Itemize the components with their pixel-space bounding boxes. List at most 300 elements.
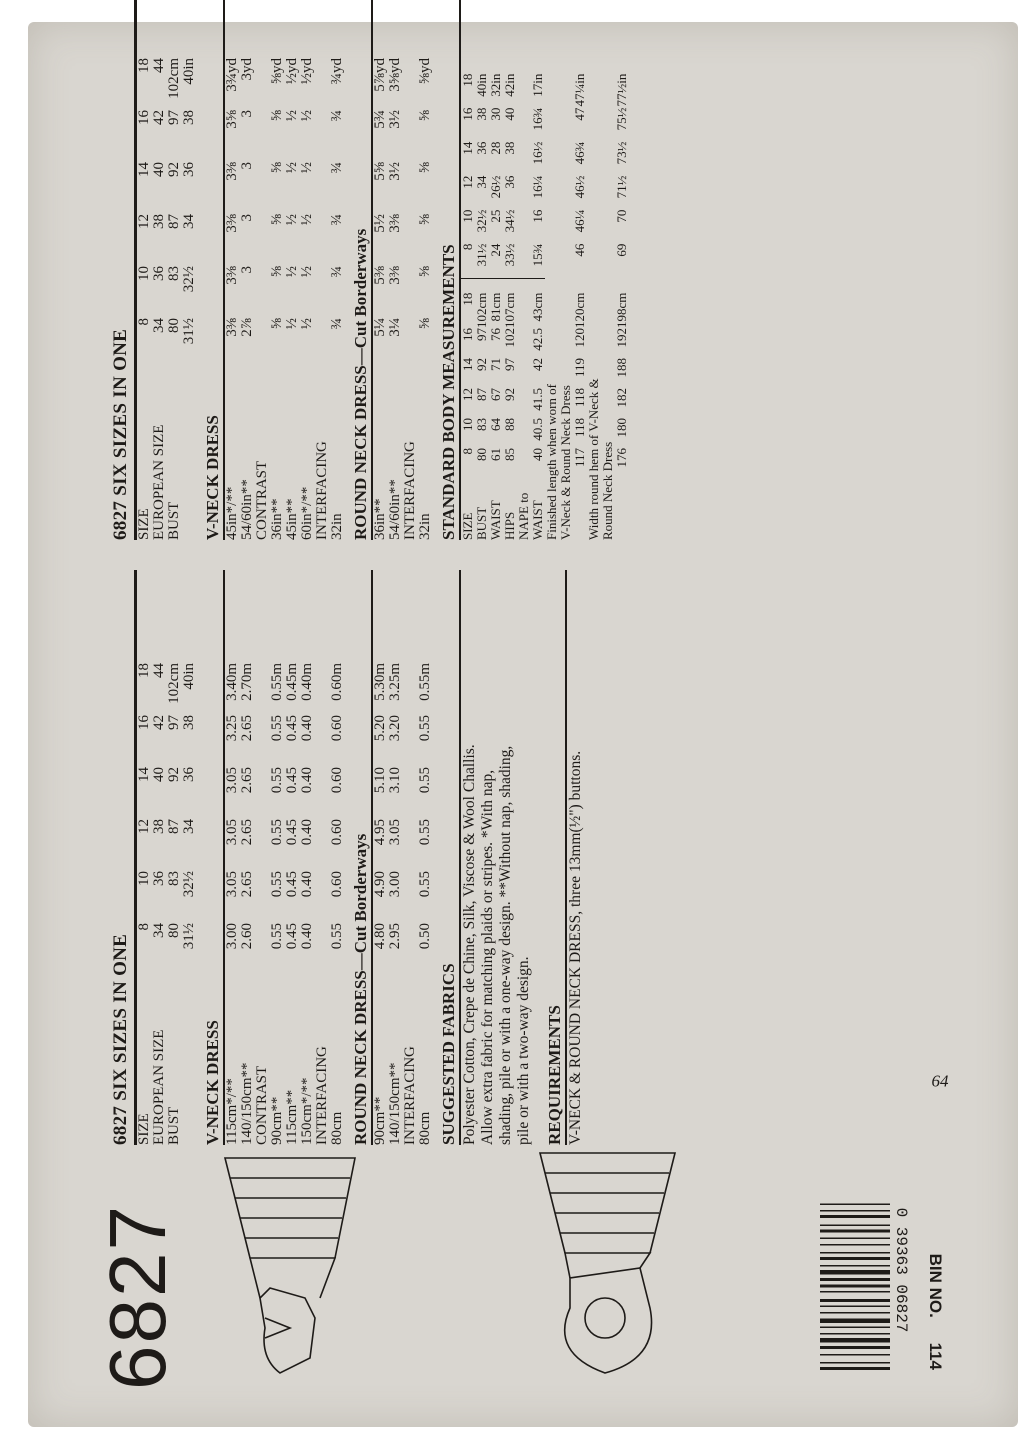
cell: ⅝: [269, 266, 285, 278]
cell: 36: [181, 767, 197, 782]
row-label: 45in*/**: [224, 486, 240, 540]
cell: 31½: [181, 318, 197, 345]
fabrics-line: shading, pile or with a one-way design. **Without nap, shading,: [497, 745, 514, 1145]
cell: 14: [460, 358, 475, 371]
table-row: [152, 58, 167, 540]
row-label: INTERFACING: [314, 441, 330, 540]
imperial-column: [110, 0, 629, 540]
cell: 3yd: [239, 58, 255, 81]
cell: [403, 110, 418, 162]
table-row: [225, 58, 240, 540]
cell: 2.65: [239, 871, 255, 898]
cell: [517, 418, 531, 448]
cell: 3½: [387, 162, 403, 181]
cell: 36: [151, 871, 167, 886]
table-row: [167, 58, 182, 540]
cell: [315, 819, 330, 871]
row-label: HIPS: [502, 511, 517, 540]
cell: 10: [136, 266, 152, 281]
cell: 24: [488, 243, 503, 257]
row-label: INTERFACING: [402, 441, 418, 540]
standard-measurements-table: [461, 74, 629, 540]
table-row: [418, 58, 433, 540]
barcode-bar: [820, 1278, 890, 1281]
cell: [517, 448, 531, 478]
cell: 87: [166, 819, 182, 834]
cell: 0.55: [269, 767, 285, 794]
cell: 97: [166, 110, 182, 125]
row-label: V-Neck & Round Neck Dress: [558, 385, 573, 540]
cell: 34: [151, 318, 167, 333]
cell: 71: [488, 358, 503, 371]
cell: 18: [136, 58, 152, 73]
table-row: [517, 74, 531, 540]
barcode-bar: [820, 1299, 890, 1302]
cell: [517, 244, 531, 279]
cell: ½: [284, 266, 300, 278]
barcode-bar: [820, 1285, 890, 1288]
cell: ¾: [329, 318, 345, 330]
cell: 10: [460, 209, 475, 223]
cell: 77½in: [614, 73, 629, 107]
table-row: [240, 663, 255, 1145]
cell: 16½: [530, 141, 545, 165]
row-label: CONTRAST: [254, 1065, 270, 1145]
cell: 80: [474, 448, 489, 461]
cell: 119: [572, 358, 587, 378]
cell: ⅝yd: [417, 58, 433, 85]
cell: ½: [299, 162, 315, 174]
row-label: INTERFACING: [402, 1046, 418, 1145]
table-row: [573, 74, 587, 540]
cell: 3⅜: [224, 214, 240, 233]
vneck-section-title: V-NECK DRESS: [203, 570, 225, 1145]
cell: 0.55m: [417, 663, 433, 701]
roundneck-section-title: ROUND NECK DRESS—Cut Borderways: [351, 570, 373, 1145]
cell: 42in: [502, 73, 517, 97]
cell: 0.55: [417, 767, 433, 794]
cell: 5¾: [372, 110, 388, 129]
cell: 16: [460, 328, 475, 341]
cell: 46¾: [572, 141, 587, 165]
cell: ⅝yd: [269, 58, 285, 85]
spacer: [517, 278, 531, 293]
cell: [315, 871, 330, 923]
row-label: 80cm: [417, 1111, 433, 1145]
table-row: [315, 663, 330, 1145]
cell: 17in: [530, 73, 545, 97]
cell: 3⅜: [224, 318, 240, 337]
table-row: [285, 58, 300, 540]
cell: 40in: [474, 73, 489, 97]
barcode-bar: [820, 1230, 890, 1233]
cell: 198cm: [614, 292, 629, 328]
table-row: [300, 58, 315, 540]
row-label: Width round hem of V-Neck &: [586, 378, 601, 540]
row-label: 32in: [329, 513, 345, 540]
cell: 120: [572, 328, 587, 348]
cell: 83: [166, 266, 182, 281]
cell: 3.05: [224, 819, 240, 846]
cell: 2.60: [239, 923, 255, 950]
row-label: 140/150cm**: [239, 1062, 255, 1145]
vneck-section-title: V-NECK DRESS: [203, 0, 225, 540]
barcode-bar: [820, 1319, 890, 1324]
size-label: SIZE: [136, 1113, 152, 1145]
cell: 3½: [387, 110, 403, 129]
cell: ¾: [329, 266, 345, 278]
bin-label-text: BIN NO.: [926, 1253, 945, 1318]
cell: 18: [136, 663, 152, 678]
cell: 34½: [502, 209, 517, 233]
requirements-text: V-NECK & ROUND NECK DRESS, three 13mm(½") buttons.: [567, 750, 584, 1145]
barcode-bar: [820, 1238, 890, 1240]
row-label: 115cm**: [284, 1089, 300, 1145]
spacer: [461, 278, 475, 293]
table-row: [531, 74, 545, 540]
cell: 87: [474, 388, 489, 401]
row-label: WAIST: [530, 500, 545, 540]
cell: 4.90: [372, 871, 388, 898]
cell: ½yd: [299, 58, 315, 85]
cell: 8: [136, 318, 152, 326]
fabrics-line: Allow extra fabric for matching plaids or stripes. *With nap,: [479, 769, 496, 1145]
blank-label: [182, 975, 197, 1145]
cell: 16: [460, 107, 475, 121]
cell: [255, 110, 270, 162]
table-row: [601, 74, 615, 540]
cell: 0.40: [299, 715, 315, 742]
cell: 3.25m: [387, 663, 403, 701]
cell: 0.40: [299, 767, 315, 794]
cell: ½: [284, 162, 300, 174]
row-label: 54/60in**: [239, 479, 255, 540]
table-row: [503, 74, 517, 540]
cell: 5.10: [372, 767, 388, 794]
cell: 71½: [614, 175, 629, 199]
cell: 42.5: [530, 328, 545, 351]
barcode-bar: [820, 1354, 890, 1356]
cell: [315, 162, 330, 214]
cell: 3.00: [224, 923, 240, 950]
cell: 5⅝: [372, 162, 388, 181]
table-row: [300, 663, 315, 1145]
cell: 0.55: [269, 923, 285, 950]
cell: 0.60: [329, 819, 345, 846]
table-row: [137, 58, 152, 540]
table-row: [182, 58, 197, 540]
cell: [517, 176, 531, 210]
cell: [517, 108, 531, 142]
cell: 5.30m: [372, 663, 388, 701]
cell: 2.65: [239, 819, 255, 846]
cell: 33½: [502, 243, 517, 267]
cell: 46½: [572, 175, 587, 199]
cell: 2.70m: [239, 663, 255, 701]
cell: 34: [151, 923, 167, 938]
cell: 102cm: [166, 58, 182, 99]
cell: 69: [614, 243, 629, 257]
cell: ½: [284, 214, 300, 226]
cell: 83: [166, 871, 182, 886]
cell: 38: [502, 141, 517, 155]
cell: 3⅝: [224, 110, 240, 129]
cell: [315, 266, 330, 318]
table-row: [388, 663, 403, 1145]
cell: [315, 767, 330, 819]
table-row: [373, 58, 388, 540]
cell: [403, 162, 418, 214]
cell: 12: [460, 388, 475, 401]
cell: ½: [284, 110, 300, 122]
table-row: [330, 663, 345, 1145]
cell: 4.95: [372, 819, 388, 846]
cell: 0.55m: [269, 663, 285, 701]
cell: [315, 58, 330, 110]
cell: [403, 58, 418, 110]
row-label: 45in**: [284, 498, 300, 540]
table-row: [559, 74, 573, 540]
cell: 80: [166, 923, 182, 938]
cell: 38: [181, 110, 197, 125]
fabrics-line: pile or with a two-way design.: [515, 956, 532, 1145]
cell: ½: [284, 318, 300, 330]
row-label: Finished length when worn of: [544, 384, 559, 540]
cell: 2.65: [239, 715, 255, 742]
european-size-label: EUROPEAN SIZE: [151, 1029, 167, 1145]
barcode-bar: [820, 1291, 890, 1293]
metric-roundneck-table: [373, 663, 433, 1145]
cell: 0.45: [284, 819, 300, 846]
cell: 36: [151, 266, 167, 281]
cell: 80: [166, 318, 182, 333]
table-row: [270, 58, 285, 540]
barcode-bar: [820, 1346, 890, 1349]
cell: 36: [474, 141, 489, 155]
cell: 8: [460, 448, 475, 455]
bin-label: [925, 1254, 945, 1370]
cell: 10: [136, 871, 152, 886]
cell: 16¾: [530, 107, 545, 131]
cell: 0.50: [417, 923, 433, 950]
cell: 40.5: [530, 418, 545, 441]
dress-sketch-vneck: [220, 1148, 360, 1378]
cell: 3¾yd: [224, 58, 240, 92]
row-label: 60in*/**: [299, 486, 315, 540]
fabrics-line: Polyester Cotton, Crepe de Chine, Silk, Viscose & Wool Challis.: [461, 744, 478, 1145]
cell: [255, 715, 270, 767]
cell: 83: [474, 418, 489, 431]
cell: ½: [299, 318, 315, 330]
cell: 42: [530, 358, 545, 371]
imperial-vneck-table: [225, 58, 345, 540]
cell: 97: [166, 715, 182, 730]
cell: 182: [614, 388, 629, 408]
cell: 3¼: [387, 318, 403, 337]
cell: 0.45: [284, 871, 300, 898]
cell: 3: [239, 266, 255, 274]
cell: ¾yd: [329, 58, 345, 85]
cell: 3.00: [387, 871, 403, 898]
cell: 3.05: [387, 819, 403, 846]
cell: 40: [151, 162, 167, 177]
cell: 0.40: [299, 923, 315, 950]
row-label: 36in**: [269, 498, 285, 540]
cell: 107cm: [502, 292, 517, 328]
cell: [315, 715, 330, 767]
cell: 38: [151, 214, 167, 229]
standard-measurements-title: STANDARD BODY MEASUREMENTS: [439, 0, 461, 540]
cell: [255, 923, 270, 975]
cell: 8: [460, 243, 475, 251]
cell: 0.55: [269, 819, 285, 846]
row-label: 32in: [417, 513, 433, 540]
cell: [403, 715, 418, 767]
row-label: 150cm*/**: [299, 1077, 315, 1145]
cell: 5½: [372, 214, 388, 233]
cell: 0.55: [329, 923, 345, 950]
cell: ⅝: [269, 162, 285, 174]
cell: 0.55: [417, 715, 433, 742]
cell: 92: [502, 388, 517, 401]
cell: 32½: [181, 871, 197, 898]
cell: 38: [151, 819, 167, 834]
table-row: [373, 663, 388, 1145]
barcode-bar: [820, 1333, 890, 1335]
cell: 47: [572, 107, 587, 121]
cell: 40in: [181, 58, 197, 85]
cell: 30: [488, 107, 503, 121]
cell: ¾: [329, 214, 345, 226]
cell: 3⅝yd: [387, 58, 403, 92]
table-row: [270, 663, 285, 1145]
spacer: [573, 478, 587, 540]
cell: [517, 293, 531, 328]
cell: 3.20: [387, 715, 403, 742]
cell: 16¼: [530, 175, 545, 199]
cell: 67: [488, 388, 503, 401]
cell: 88: [502, 418, 517, 431]
barcode-bar: [820, 1362, 890, 1364]
table-row: [330, 58, 345, 540]
cell: 0.40m: [299, 663, 315, 701]
cell: [255, 819, 270, 871]
cell: ½: [299, 266, 315, 278]
cell: 42: [151, 715, 167, 730]
table-row: [418, 663, 433, 1145]
cell: ⅝: [417, 110, 433, 122]
cell: 3⅜: [224, 162, 240, 181]
cell: 46¼: [572, 209, 587, 233]
cell: 118: [572, 418, 587, 438]
cell: 76: [488, 328, 503, 341]
cell: 16: [530, 209, 545, 223]
cell: 102: [502, 328, 517, 348]
spacer: [615, 278, 629, 293]
imperial-table-title: 6827 SIX SIZES IN ONE: [110, 0, 137, 540]
cell: [403, 819, 418, 871]
table-row: [315, 58, 330, 540]
row-label: BUST: [166, 501, 182, 540]
envelope-content: [93, 58, 980, 1390]
cell: ⅝: [417, 318, 433, 330]
cell: 8: [136, 923, 152, 931]
table-row: [545, 74, 559, 540]
spacer: [573, 278, 587, 293]
table-row: [255, 663, 270, 1145]
barcode: [820, 1130, 970, 1390]
cell: 73½: [614, 141, 629, 165]
barcode-bar: [820, 1244, 890, 1246]
barcode-bar: [820, 1338, 890, 1343]
cell: 0.60m: [329, 663, 345, 701]
cell: 61: [488, 448, 503, 461]
cell: 102cm: [474, 292, 489, 328]
page-number: 64: [931, 1071, 949, 1091]
cell: [255, 266, 270, 318]
cell: [403, 663, 418, 715]
cell: 12: [460, 175, 475, 189]
row-label: 80cm: [329, 1111, 345, 1145]
cell: [315, 214, 330, 266]
cell: 64: [488, 418, 503, 431]
row-label: 115cm*/**: [224, 1078, 240, 1145]
cell: [403, 871, 418, 923]
cell: 0.45: [284, 923, 300, 950]
cell: 10: [460, 418, 475, 431]
cell: 70: [614, 209, 629, 223]
row-label: WAIST: [488, 500, 503, 540]
barcode-bar: [820, 1225, 890, 1227]
table-row: [489, 74, 503, 540]
cell: [517, 210, 531, 244]
cell: 120cm: [572, 292, 587, 328]
row-label: 140/150cm**: [387, 1062, 403, 1145]
barcode-bar: [820, 1265, 890, 1267]
cell: 2.65: [239, 767, 255, 794]
cell: [255, 318, 270, 370]
cell: 44: [151, 663, 167, 678]
cell: 36: [181, 162, 197, 177]
cell: 43cm: [530, 292, 545, 322]
cell: 18: [460, 292, 475, 306]
row-label: [182, 370, 197, 540]
cell: 118: [572, 388, 587, 408]
cell: 5⅞yd: [372, 58, 388, 92]
cell: 28: [488, 141, 503, 155]
barcode-bar: [820, 1204, 890, 1206]
metric-table-title: 6827 SIX SIZES IN ONE: [110, 570, 137, 1145]
bin-number: 114: [926, 1342, 945, 1370]
cell: 0.60: [329, 715, 345, 742]
cell: ⅝: [417, 266, 433, 278]
cell: 0.60: [329, 871, 345, 898]
cell: 46: [572, 243, 587, 257]
barcode-bar: [820, 1257, 890, 1260]
table-row: [255, 58, 270, 540]
cell: 3.10: [387, 767, 403, 794]
cell: 12: [136, 819, 152, 834]
barcode-bar: [820, 1210, 890, 1212]
cell: ⅝: [417, 162, 433, 174]
row-label: INTERFACING: [314, 1046, 330, 1145]
cell: 0.45: [284, 715, 300, 742]
cell: 3.05: [224, 871, 240, 898]
cell: ⅝: [417, 214, 433, 226]
row-label: 36in**: [372, 498, 388, 540]
cell: 36: [502, 175, 517, 189]
barcode-bars: [820, 1170, 890, 1370]
